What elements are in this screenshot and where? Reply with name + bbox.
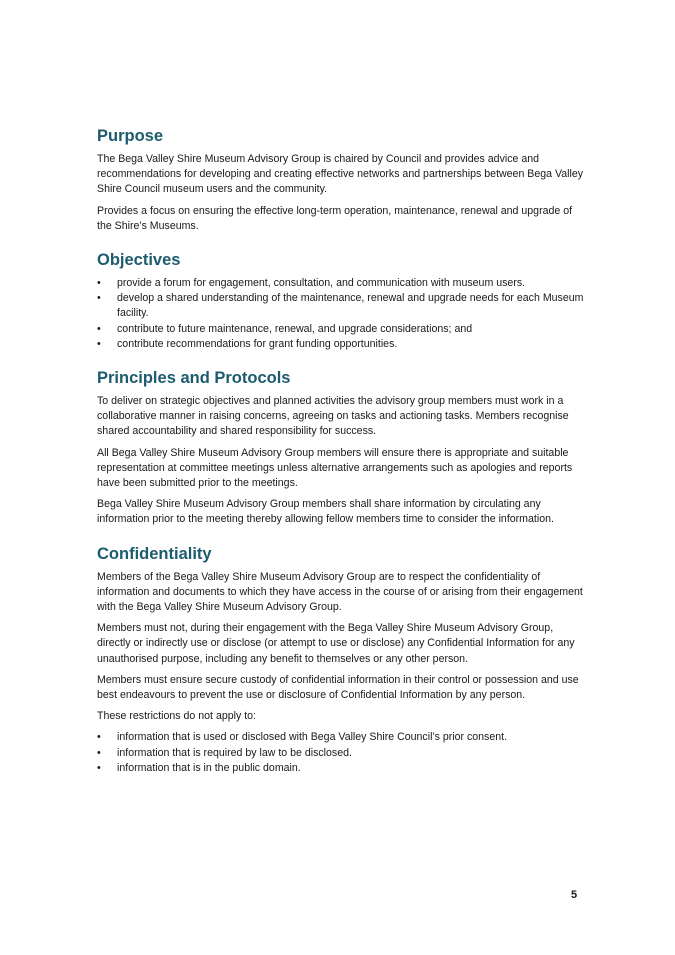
section-objectives [97,250,587,352]
list-item-text: information that is required by law to be disclosed. [117,746,352,759]
list-item-text: information that is in the public domain. [117,761,301,774]
page-number: 5 [571,889,578,901]
paragraph: These restrictions do not apply to: [97,710,256,723]
heading-purpose: Purpose [97,127,164,145]
bullet-list [97,730,587,776]
heading-principles-and-protocols: Principles and Protocols [97,369,291,388]
paragraph: Bega Valley Shire Museum Advisory Group members shall share information by circulating any information prior to the meeting thereby allowing fellow members time to consider the information. [97,498,554,526]
bullet-icon: • [97,761,101,774]
heading-objectives: Objectives [97,251,181,270]
list-item [97,746,587,761]
paragraph: The Bega Valley Shire Museum Advisory Group is chaired by Council and provides advice and recommendations for developing and creating effective networks and partnerships between Bega Valley Shire Council museum users and the community. [97,153,584,196]
bullet-icon: • [97,746,101,759]
list-item [97,337,587,352]
list-item [97,291,587,321]
list-item-text: information that is used or disclosed with Bega Valley Shire Council’s prior consent. [117,731,508,744]
list-item [97,322,587,337]
bullet-icon: • [97,292,101,305]
bullet-icon: • [97,337,101,350]
bullet-icon: • [97,322,101,335]
bullet-icon: • [97,731,101,744]
bullet-icon: • [97,277,101,290]
paragraph: All Bega Valley Shire Museum Advisory Group members will ensure there is appropriate and suitable representation at committee meetings unless alternative arrangements such as apologies and reports have been submitted prior to the meetings. [97,446,573,490]
document-page [97,126,587,792]
section-confidentiality [97,544,587,776]
list-item-text: contribute to future maintenance, renewal, and upgrade considerations; and [117,322,473,335]
paragraph: Members must ensure secure custody of confidential information in their control or possession and use best endeavours to prevent the use or disclosure of Confidential Information by any person. [97,673,579,702]
list-item [97,276,587,291]
list-item-text: develop a shared understanding of the maintenance, renewal and upgrade needs for each Museum facility. [117,292,584,320]
list-item-text: provide a forum for engagement, consultation, and communication with museum users. [117,277,526,290]
paragraph: Members must not, during their engagement with the Bega Valley Shire Museum Advisory Group, directly or indirectly use or disclose (or attempt to use or disclose) any Confidential Information for any unauthorised purpose, including any benefit to themselves or any other person. [97,622,575,665]
list-item-text: contribute recommendations for grant funding opportunities. [117,337,398,350]
paragraph: To deliver on strategic objectives and planned activities the advisory group members must work in a collaborative manner in raising concerns, agreeing on tasks and actioning tasks. Members recognise shared accountability and shared responsibility for success. [97,395,569,438]
bullet-list [97,276,587,352]
section-principles-and-protocols [97,368,587,528]
list-item [97,761,587,776]
heading-confidentiality: Confidentiality [97,544,212,563]
list-item [97,730,587,745]
paragraph: Provides a focus on ensuring the effective long-term operation, maintenance, renewal and upgrade of the Shire’s Museums. [97,204,573,232]
paragraph: Members of the Bega Valley Shire Museum Advisory Group are to respect the confidentiality of information and documents to which they have access in the course of or arising from their engagement with the Bega Valley Shire Museum Advisory Group. [97,570,583,614]
section-purpose [97,126,587,234]
